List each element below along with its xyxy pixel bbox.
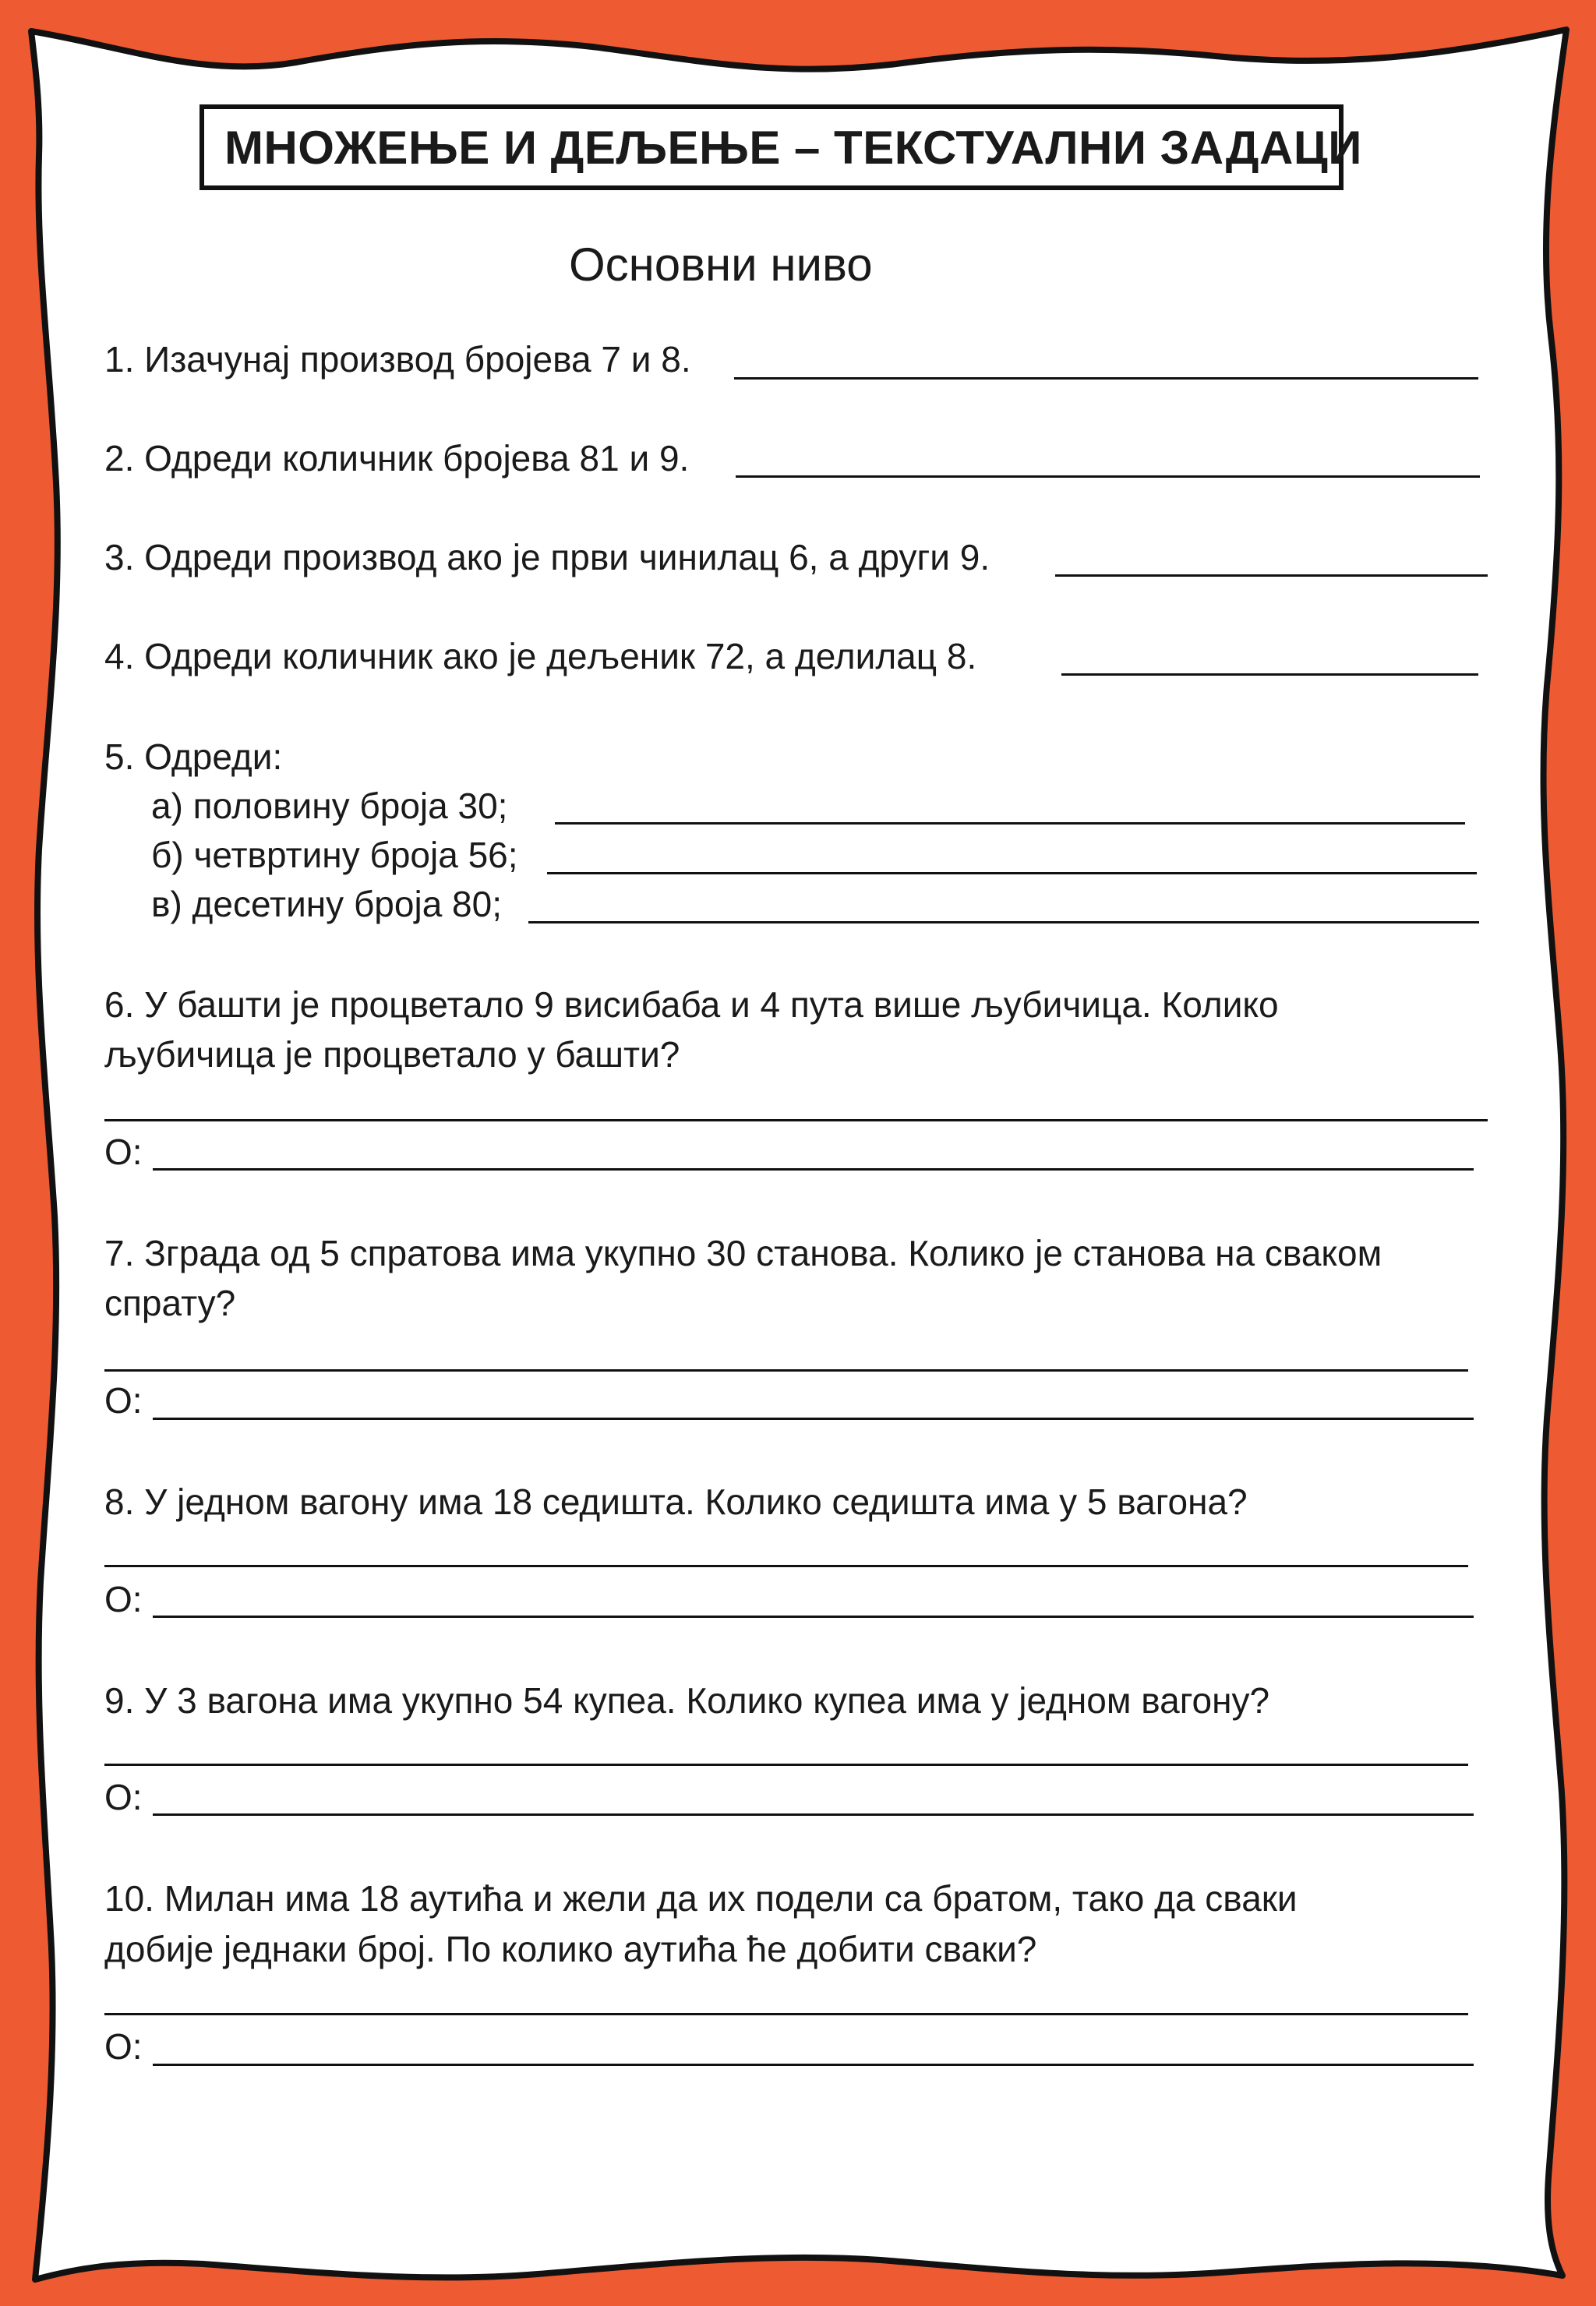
task-4-text: 4. Одреди количник ако је дељеник 72, а делилац 8. (104, 636, 977, 676)
task-10-text-line-2: добије једнаки број. По колико аутића ће добити сваки? (104, 1929, 1037, 1969)
task-5-text: 5. Одреди: (104, 736, 283, 777)
task-8-answer-label: О: (104, 1579, 143, 1619)
task-5b-text: б) четвртину броја 56; (151, 835, 518, 875)
task-6-answer-label: О: (104, 1132, 143, 1172)
task-3-text: 3. Одреди производ ако је први чинилац 6, а други 9. (104, 537, 990, 577)
worksheet-subtitle: Основни ниво (569, 238, 873, 291)
task-9-answer-line[interactable] (153, 1813, 1474, 1816)
task-7-work-line[interactable] (104, 1369, 1468, 1372)
task-7-answer-line[interactable] (153, 1418, 1474, 1420)
task-10-answer-label: О: (104, 2026, 143, 2067)
task-5b-answer-line[interactable] (547, 872, 1477, 874)
task-2-text: 2. Одреди количник бројева 81 и 9. (104, 438, 690, 479)
task-9-answer-label: О: (104, 1777, 143, 1817)
task-7-text-line-1: 7. Зграда од 5 спратова има укупно 30 станова. Колико је станова на сваком (104, 1233, 1382, 1273)
task-10-work-line[interactable] (104, 2013, 1468, 2015)
task-8-answer-line[interactable] (153, 1616, 1474, 1618)
task-6-answer-line[interactable] (153, 1168, 1474, 1171)
worksheet-title: МНОЖЕЊЕ И ДЕЉЕЊЕ – ТЕКСТУАЛНИ ЗАДАЦИ (200, 104, 1344, 190)
task-8-text: 8. У једном вагону има 18 седишта. Колико седишта има у 5 вагона? (104, 1481, 1248, 1522)
task-1-answer-line[interactable] (734, 377, 1478, 380)
task-6-work-line[interactable] (104, 1119, 1488, 1121)
task-9-work-line[interactable] (104, 1764, 1468, 1766)
task-5a-answer-line[interactable] (555, 822, 1465, 825)
task-5c-answer-line[interactable] (528, 921, 1479, 923)
task-8-work-line[interactable] (104, 1565, 1468, 1567)
task-10-text-line-1: 10. Милан има 18 аутића и жели да их подели са братом, тако да сваки (104, 1878, 1298, 1919)
task-5a-text: а) половину броја 30; (151, 786, 508, 826)
task-2-answer-line[interactable] (736, 475, 1480, 478)
task-6-text-line-1: 6. У башти је процветало 9 висибаба и 4 пута више љубичица. Колико (104, 984, 1279, 1025)
task-4-answer-line[interactable] (1061, 673, 1478, 676)
task-1-text: 1. Изачунај производ бројева 7 и 8. (104, 339, 691, 380)
task-9-text: 9. У 3 вагона има укупно 54 купеа. Колико купеа има у једном вагону? (104, 1680, 1270, 1721)
task-10-answer-line[interactable] (153, 2064, 1474, 2066)
task-7-text-line-2: спрату? (104, 1283, 236, 1323)
task-3-answer-line[interactable] (1055, 574, 1488, 577)
task-6-text-line-2: љубичица је процветало у башти? (104, 1034, 680, 1075)
task-5c-text: в) десетину броја 80; (151, 884, 503, 924)
task-7-answer-label: О: (104, 1380, 143, 1421)
